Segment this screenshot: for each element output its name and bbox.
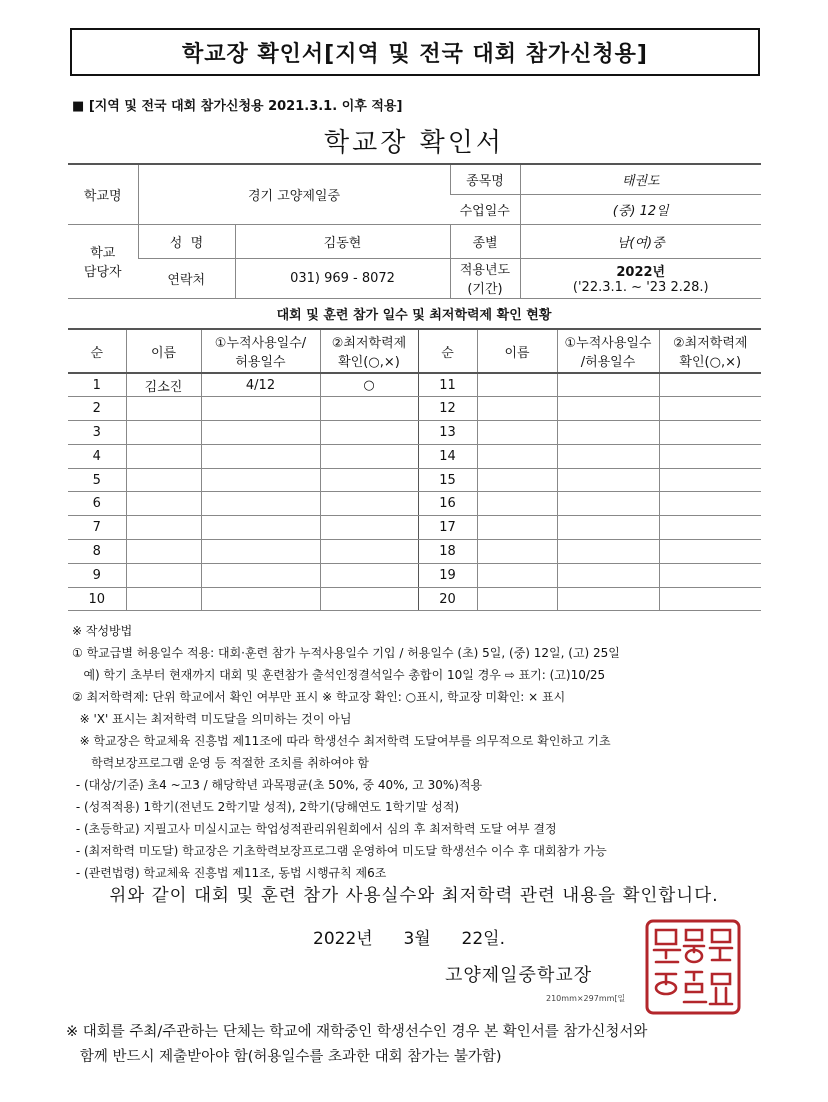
right-check: [659, 468, 761, 492]
left-check: [320, 587, 418, 611]
right-name: [477, 587, 557, 611]
header-acad-right: [659, 329, 761, 373]
header-days: [201, 329, 320, 373]
left-name: [126, 397, 201, 421]
left-check: [320, 468, 418, 492]
right-days: [557, 492, 659, 516]
right-name: [477, 492, 557, 516]
right-name: [477, 516, 557, 540]
right-name: [477, 421, 557, 445]
left-days: [201, 397, 320, 421]
header-acad-line1: ②최저학력제: [331, 336, 407, 351]
year-value: 2022년: [616, 265, 666, 280]
header-acad: [320, 329, 418, 373]
left-name: [126, 563, 201, 587]
table-row: [68, 397, 761, 421]
header-name: 이름: [126, 329, 201, 373]
instruction-line: ① 학교급별 허용일수 적용: 대회·훈련 참가 누적사용일수 기입 / 허용일수 (초) 5일, (중) 12일, (고) 25일: [72, 646, 620, 660]
confirmation-statement: 위와 같이 대회 및 훈련 참가 사용실수와 최저학력 관련 내용을 확인합니다.: [109, 886, 719, 906]
left-check: [320, 492, 418, 516]
right-check: [659, 516, 761, 540]
footer-line: 함께 반드시 제출받아야 함(허용일수를 초과한 대회 참가는 불가함): [66, 1049, 502, 1065]
left-days: [201, 468, 320, 492]
left-name: [126, 540, 201, 564]
left-no: 5: [68, 468, 126, 492]
right-check: [659, 587, 761, 611]
right-days: [557, 373, 659, 397]
header-days-right-line2: /허용일수: [580, 355, 636, 370]
right-check: [659, 397, 761, 421]
right-no: 13: [418, 421, 477, 445]
left-check: [320, 516, 418, 540]
name-label: 성 명: [138, 224, 235, 258]
right-name: [477, 563, 557, 587]
left-days: 4/12: [201, 373, 320, 397]
sport-value: 태권도: [520, 164, 761, 194]
issue-date: 2022년 3월 22일.: [313, 929, 505, 949]
right-no: 19: [418, 563, 477, 587]
applies-to-note: ■ [지역 및 전국 대회 참가신청용 2021.3.1. 이후 적용]: [72, 99, 403, 114]
table-row: [68, 492, 761, 516]
right-no: 11: [418, 373, 477, 397]
right-no: 15: [418, 468, 477, 492]
left-name: [126, 516, 201, 540]
left-no: 8: [68, 540, 126, 564]
period-label-line2: (기간): [467, 282, 503, 297]
right-no: 18: [418, 540, 477, 564]
days-label: 수업일수: [450, 194, 520, 224]
right-check: [659, 444, 761, 468]
left-name: [126, 421, 201, 445]
left-days: [201, 587, 320, 611]
right-days: [557, 468, 659, 492]
instruction-line: ② 최저학력제: 단위 학교에서 확인 여부만 표시 ※ 학교장 확인: ○표시, 학교장 미확인: × 표시: [72, 690, 566, 704]
left-no: 10: [68, 587, 126, 611]
contact-value: 031) 969 - 8072: [235, 258, 450, 298]
left-name: [126, 587, 201, 611]
left-no: 6: [68, 492, 126, 516]
left-no: 7: [68, 516, 126, 540]
school-value: 경기 고양제일중: [138, 164, 450, 224]
left-days: [201, 516, 320, 540]
main-title: 학교장 확인서[지역 및 전국 대회 참가신청용]: [182, 41, 648, 67]
left-days: [201, 421, 320, 445]
instruction-line: - (성적적용) 1학기(전년도 2학기말 성적), 2학기(당해연도 1학기말 성적): [72, 800, 460, 814]
contact-label: 연락처: [138, 258, 235, 298]
right-no: 16: [418, 492, 477, 516]
section-title: 대회 및 훈련 참가 일수 및 최저학력제 확인 현황: [276, 308, 552, 323]
participation-table: [68, 328, 761, 611]
right-check: [659, 492, 761, 516]
left-days: [201, 444, 320, 468]
table-row: [68, 468, 761, 492]
left-check: [320, 444, 418, 468]
left-days: [201, 563, 320, 587]
period-range: ('22.3.1. ~ '23 2.28.): [572, 280, 709, 295]
right-check: [659, 540, 761, 564]
left-no: 3: [68, 421, 126, 445]
instruction-line: 예) 학기 초부터 현재까지 대회 및 훈련참가 출석인정결석일수 총합이 10일 경우 ⇨ 표기: (고)10/25: [72, 668, 606, 682]
left-check: [320, 397, 418, 421]
left-days: [201, 492, 320, 516]
left-name: [126, 468, 201, 492]
right-days: [557, 540, 659, 564]
left-check: [320, 563, 418, 587]
instruction-line: - (대상/기준) 초4 ~고3 / 해당학년 과목평균(초 50%, 중 40%, 고 30%)적용: [72, 778, 483, 792]
instruction-line: - (관련법령) 학교체육 진흥법 제11조, 동법 시행규칙 제6조: [72, 866, 387, 880]
left-name: [126, 444, 201, 468]
right-check: [659, 563, 761, 587]
period-label-line1: 적용년도: [459, 263, 511, 278]
table-row: [68, 516, 761, 540]
sport-label: 종목명: [450, 164, 520, 194]
instructions: [72, 620, 772, 884]
right-days: [557, 563, 659, 587]
table-row: [68, 373, 761, 397]
manager-label-line2: 담당자: [83, 265, 122, 280]
left-check: ○: [320, 373, 418, 397]
right-check: [659, 373, 761, 397]
table-row: [68, 444, 761, 468]
header-acad-line2: 확인(○,×): [338, 355, 400, 370]
instruction-line: ※ 작성방법: [72, 624, 133, 638]
left-no: 1: [68, 373, 126, 397]
table-row: [68, 421, 761, 445]
left-check: [320, 540, 418, 564]
category-value: 남(여)중: [520, 224, 761, 258]
header-no: 순: [68, 329, 126, 373]
manager-label: [68, 224, 138, 298]
document-title: 학교장 확인서: [324, 128, 504, 158]
right-no: 12: [418, 397, 477, 421]
name-value: 김동현: [235, 224, 450, 258]
paper-size-note: 210mm×297mm[일: [546, 994, 626, 1003]
right-days: [557, 421, 659, 445]
info-table: [68, 163, 761, 299]
right-days: [557, 397, 659, 421]
instruction-line: ※ 학교장은 학교체육 진흥법 제11조에 따라 학생선수 최저학력 도달여부를 의무적으로 확인하고 기초: [72, 734, 611, 748]
left-no: 9: [68, 563, 126, 587]
principal-seal-stamp: [644, 918, 742, 1016]
right-no: 20: [418, 587, 477, 611]
footer-note: [66, 1020, 647, 1070]
right-no: 17: [418, 516, 477, 540]
right-check: [659, 421, 761, 445]
right-no: 14: [418, 444, 477, 468]
instruction-line: 학력보장프로그램 운영 등 적절한 조치를 취하여야 함: [72, 756, 369, 770]
grid-header-row: [68, 329, 761, 373]
left-days: [201, 540, 320, 564]
header-days-right: [557, 329, 659, 373]
right-name: [477, 397, 557, 421]
header-no-right: 순: [418, 329, 477, 373]
header-acad-right-line2: 확인(○,×): [679, 355, 742, 370]
category-label: 종별: [450, 224, 520, 258]
table-row: [68, 587, 761, 611]
header-days-line2: 허용일수: [235, 355, 286, 370]
main-title-box: [70, 28, 760, 76]
right-days: [557, 587, 659, 611]
header-acad-right-line1: ②최저학력제: [673, 336, 748, 351]
table-row: [68, 540, 761, 564]
instruction-line: - (최저학력 미도달) 학교장은 기초학력보장프로그램 운영하여 미도달 학생선수 이수 후 대회참가 가능: [72, 844, 607, 858]
right-name: [477, 373, 557, 397]
header-days-line1: ①누적사용일수/: [214, 336, 307, 351]
footer-line: ※ 대회를 주최/주관하는 단체는 학교에 재학중인 학생선수인 경우 본 확인서를 참가신청서와: [66, 1024, 648, 1040]
period-value: [520, 258, 761, 298]
right-name: [477, 468, 557, 492]
school-label: 학교명: [68, 164, 138, 224]
applies-to-text: [지역 및 전국 대회 참가신청용 2021.3.1. 이후 적용]: [88, 99, 403, 114]
left-name: [126, 492, 201, 516]
left-no: 2: [68, 397, 126, 421]
instruction-line: - (초등학교) 지필고사 미실시교는 학업성적관리위원회에서 심의 후 최저학력 도달 여부 결정: [72, 822, 557, 836]
period-label: [450, 258, 520, 298]
instruction-line: ※ 'X' 표시는 최저학력 미도달을 의미하는 것이 아님: [72, 712, 352, 726]
right-name: [477, 540, 557, 564]
left-check: [320, 421, 418, 445]
header-days-right-line1: ①누적사용일수: [564, 336, 652, 351]
manager-label-line1: 학교: [90, 246, 116, 261]
right-days: [557, 516, 659, 540]
right-name: [477, 444, 557, 468]
days-value: (중) 12일: [520, 194, 761, 224]
left-no: 4: [68, 444, 126, 468]
right-days: [557, 444, 659, 468]
signer-name: 고양제일중학교장: [445, 965, 593, 986]
table-row: [68, 563, 761, 587]
header-name-right: 이름: [477, 329, 557, 373]
left-name: 김소진: [126, 373, 201, 397]
